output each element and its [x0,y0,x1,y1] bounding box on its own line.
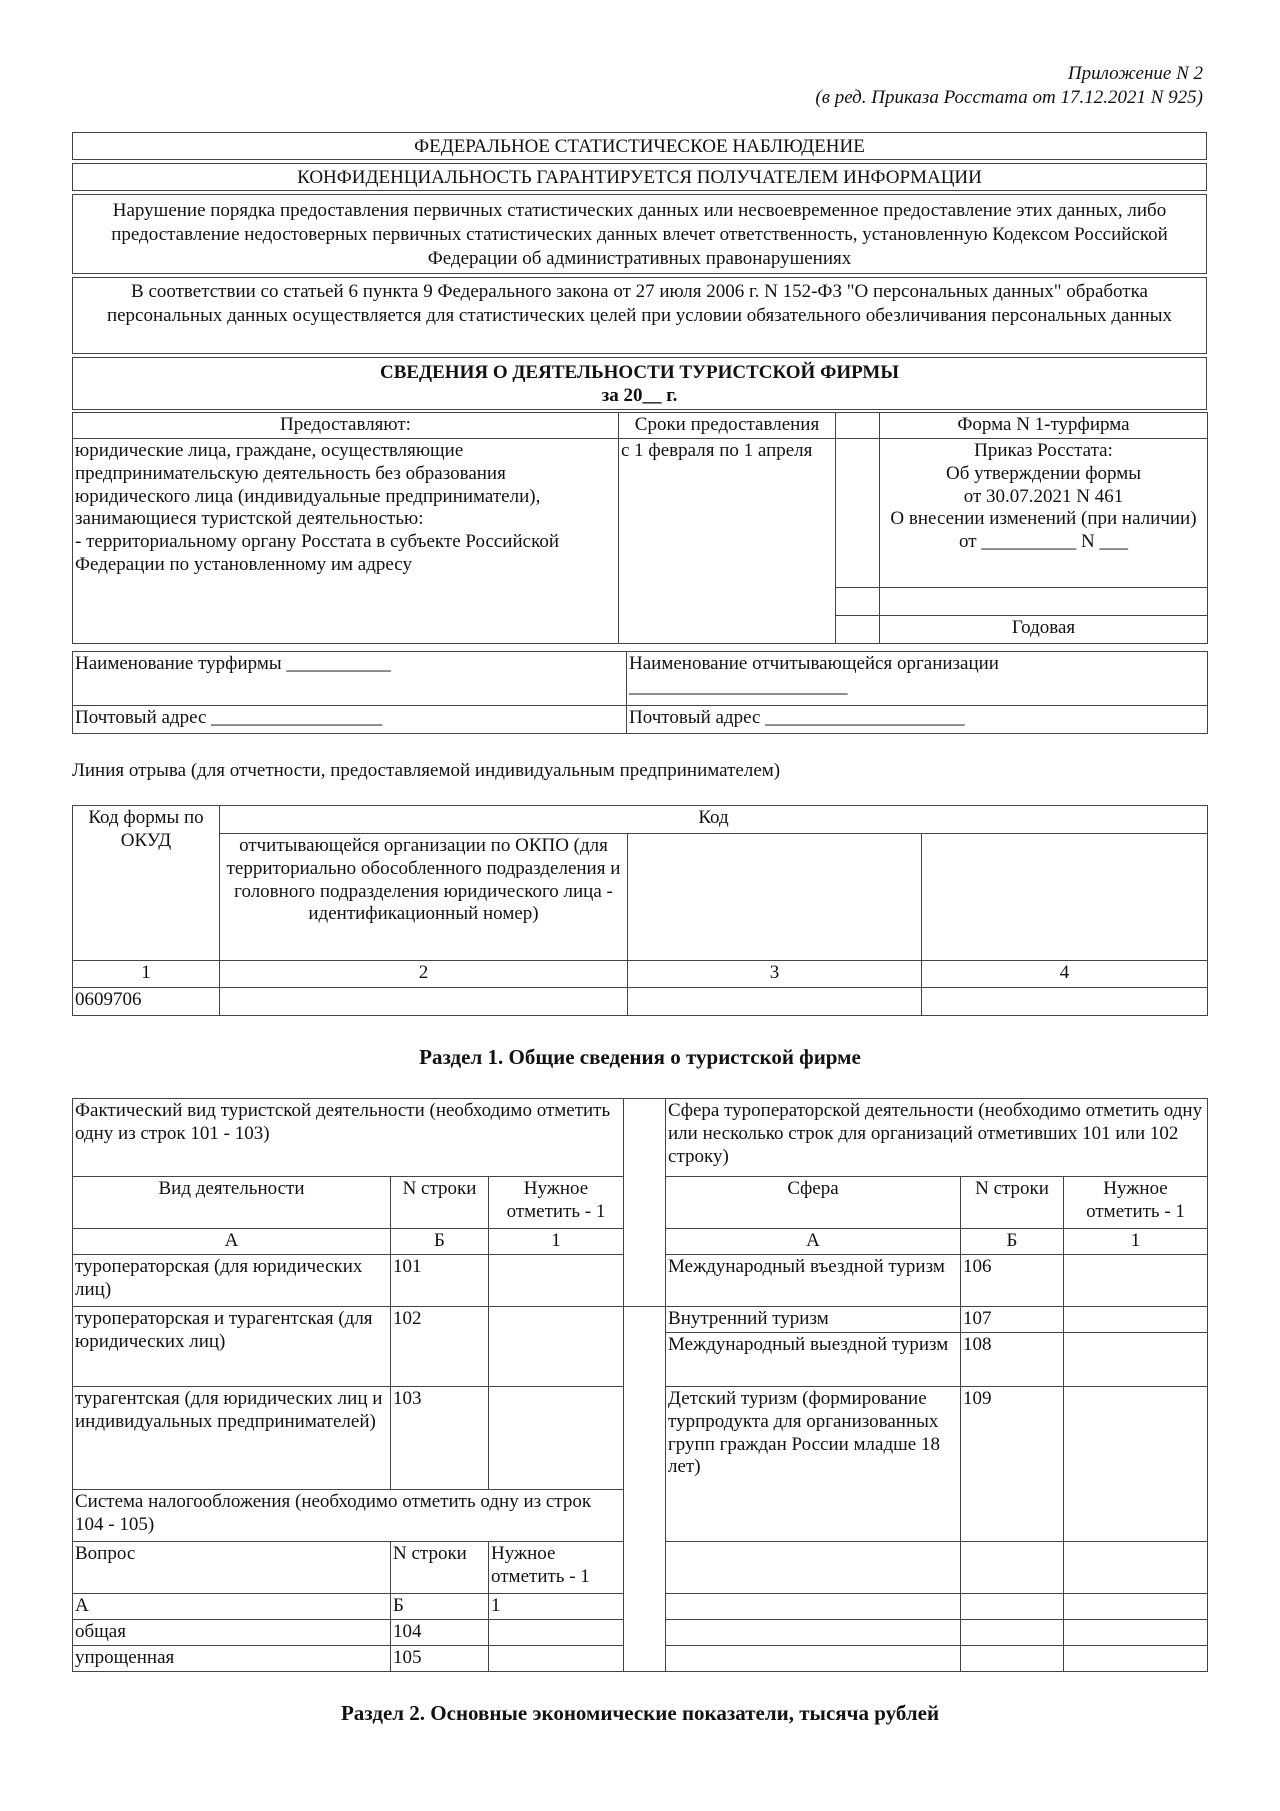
tax-row-105-number: 105 [391,1646,489,1672]
tour-sphere-header: Сфера туроператорской деятельности (необходимо отметить одну или несколько строк для организаций отметивших 101 или 102 строку) [666,1099,1208,1177]
edition-label: (в ред. Приказа Росстата от 17.12.2021 N 925) [815,86,1203,108]
col-number-4: 4 [922,961,1208,988]
index-a-right: А [666,1229,961,1255]
activity-type-header: Фактический вид туристской деятельности (необходимо отметить одну из строк 101 - 103) [73,1099,624,1177]
submitters-cell [73,439,619,644]
tax-index-1: 1 [489,1594,624,1620]
confidentiality-text: КОНФИДЕНЦИАЛЬНОСТЬ ГАРАНТИРУЕТСЯ ПОЛУЧАТЕЛЕМ ИНФОРМАЦИИ [297,167,982,188]
appendix-header [815,62,1203,110]
sphere-row-107-number: 107 [961,1307,1064,1333]
federal-observation-box [72,132,1207,160]
sphere-row-106-mark[interactable] [1064,1255,1208,1307]
tax-row-104-mark[interactable] [489,1620,624,1646]
firm-address-field[interactable]: Почтовый адрес __________________ [73,706,627,734]
activity-row-103-mark[interactable] [489,1387,624,1490]
activity-row-101-mark[interactable] [489,1255,624,1307]
violation-notice-text: Нарушение порядка предоставления первичных статистических данных или несвоевременное предоставление этих данных, либо предоставление недостоверных первичных статистических данных влечет ответственность, установленную Кодексом Российской Федерации об административных правонарушениях [111,200,1168,269]
org-name-blank: _______________________ [629,675,848,697]
index-a: А [73,1229,391,1255]
col-number-3: 3 [628,961,922,988]
code-field-3[interactable] [628,988,922,1016]
activity-row-103-number: 103 [391,1387,489,1490]
tax-row-105-label: упрощенная [73,1646,391,1672]
order-line-2: Об утверждении формы [945,462,1142,484]
col-activity-header: Вид деятельности [73,1177,391,1229]
sphere-row-109-number: 109 [961,1387,1064,1542]
col-line-header: N строки [391,1177,489,1229]
index-b: Б [391,1229,489,1255]
sphere-row-107-label: Внутренний туризм [666,1307,961,1333]
confidentiality-box [72,163,1207,191]
section-2-title: Раздел 2. Основные экономические показатели, тысяча рублей [340,1701,940,1725]
tax-index-b: Б [391,1594,489,1620]
activity-row-101-number: 101 [391,1255,489,1307]
col-number-2: 2 [220,961,628,988]
order-cell [880,439,1208,588]
okpo-value-field[interactable] [220,988,628,1016]
activity-row-102-mark[interactable] [489,1307,624,1387]
sphere-row-109-label: Детский туризм (формирование турпродукта для организованных групп граждан России младше 18 лет) [666,1387,961,1542]
code-table [72,805,1208,1016]
tax-index-a: А [73,1594,391,1620]
tax-col-mark-header: Нужное отметить - 1 [489,1542,624,1594]
deadline-cell: с 1 февраля по 1 апреля [619,439,836,644]
form-period: за 20__ г. [601,384,678,406]
org-name-label: Наименование отчитывающейся организации [629,653,999,674]
tear-line-note: Линия отрыва (для отчетности, предоставляемой индивидуальным предпринимателем) [72,760,781,781]
form-title-box [72,357,1207,410]
sphere-row-109-mark[interactable] [1064,1387,1208,1542]
activity-row-102-number: 102 [391,1307,489,1387]
index-1: 1 [489,1229,624,1255]
personal-data-text: В соответствии со статьей 6 пункта 9 Федерального закона от 27 июля 2006 г. N 152-ФЗ "О персональных данных" обработка персональных данных осуществляется для статистических целей при условии обязательного обезличивания персональных данных [106,281,1173,326]
activity-row-102-label: туроператорская и турагентская (для юридических лиц) [73,1307,391,1387]
firm-name-field[interactable]: Наименование турфирмы ___________ [73,652,627,706]
appendix-label: Приложение N 2 [1067,63,1203,84]
code-header: Код [220,806,1208,834]
tax-col-line-header: N строки [391,1542,489,1594]
activity-row-101-label: туроператорская (для юридических лиц) [73,1255,391,1307]
form-title: СВЕДЕНИЯ О ДЕЯТЕЛЬНОСТИ ТУРИСТСКОЙ ФИРМЫ [379,362,900,383]
okpo-header: отчитывающейся организации по ОКПО (для территориально обособленного подразделения и головного подразделения юридического лица - идентификационный номер) [220,834,628,961]
tax-row-104-label: общая [73,1620,391,1646]
section-1-title: Раздел 1. Общие сведения о туристской фирме [419,1045,861,1069]
okud-header: Код формы по ОКУД [73,806,220,961]
activity-row-103-label: турагентская (для юридических лиц и индивидуальных предпринимателей) [73,1387,391,1490]
tax-row-104-number: 104 [391,1620,489,1646]
col-sphere-header: Сфера [666,1177,961,1229]
header-deadlines: Сроки предоставления [619,413,836,439]
sphere-row-108-number: 108 [961,1333,1064,1387]
index-b-right: Б [961,1229,1064,1255]
sphere-row-108-label: Международный выездной туризм [666,1333,961,1387]
submitters-text: юридические лица, граждане, осуществляющие предпринимательскую деятельность без образования юридического лица (индивидуальные предприниматели), занимающиеся туристской деятельностью: [75,440,541,530]
violation-notice-box [72,194,1207,274]
names-table [72,651,1208,734]
tax-row-105-mark[interactable] [489,1646,624,1672]
okud-value: 0609706 [73,988,220,1016]
org-name-field[interactable] [627,652,1208,706]
org-address-field[interactable]: Почтовый адрес _____________________ [627,706,1208,734]
order-line-5: от __________ N ___ [958,531,1129,553]
header-submitters: Предоставляют: [73,413,619,439]
submission-table [72,412,1208,644]
sphere-row-107-mark[interactable] [1064,1307,1208,1333]
personal-data-box [72,277,1207,354]
col-mark-header: Нужное отметить - 1 [489,1177,624,1229]
col-mark-header-right: Нужное отметить - 1 [1064,1177,1208,1229]
section-1-table [72,1098,1208,1672]
order-line-4: О внесении изменений (при наличии) [890,508,1197,530]
col-question-header: Вопрос [73,1542,391,1594]
federal-observation-text: ФЕДЕРАЛЬНОЕ СТАТИСТИЧЕСКОЕ НАБЛЮДЕНИЕ [414,136,865,157]
header-form-number: Форма N 1-турфирма [880,413,1208,439]
order-line-1: Приказ Росстата: [974,440,1113,461]
col-line-header-right: N строки [961,1177,1064,1229]
sphere-row-106-number: 106 [961,1255,1064,1307]
index-1-right: 1 [1064,1229,1208,1255]
submitters-destination: - территориальному органу Росстата в субъекте Российской Федерации по установленному им адресу [75,531,560,575]
order-line-3: от 30.07.2021 N 461 [963,485,1124,507]
sphere-row-108-mark[interactable] [1064,1333,1208,1387]
code-field-4[interactable] [922,988,1208,1016]
sphere-row-106-label: Международный въездной туризм [666,1255,961,1307]
tax-system-header: Система налогообложения (необходимо отметить одну из строк 104 - 105) [73,1490,624,1542]
col-number-1: 1 [73,961,220,988]
periodicity-cell: Годовая [880,616,1208,644]
